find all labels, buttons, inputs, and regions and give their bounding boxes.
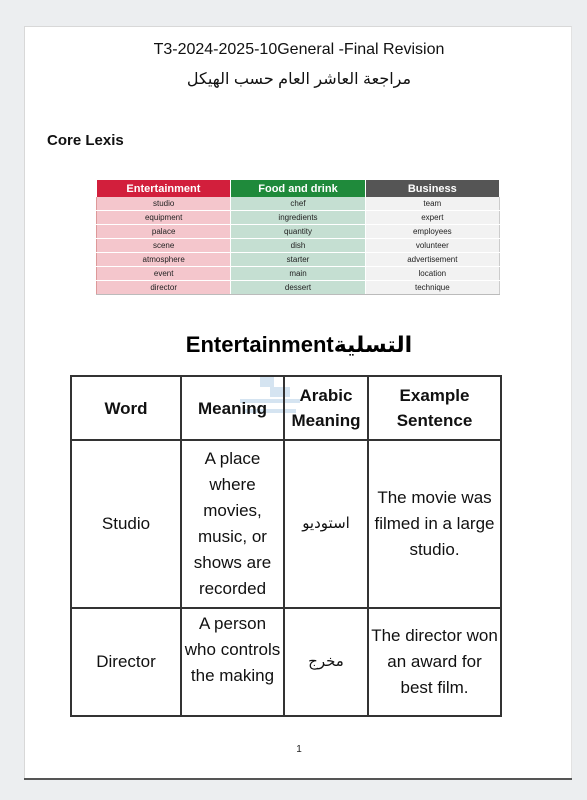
lexis-word-cell: employees xyxy=(365,225,499,239)
lexis-header-food: Food and drink xyxy=(231,180,365,197)
lexis-word-cell: ingredients xyxy=(231,211,365,225)
table-row xyxy=(71,440,501,608)
lexis-body xyxy=(97,197,500,295)
lexis-word-cell: expert xyxy=(365,211,499,225)
core-lexis-heading: Core Lexis xyxy=(47,132,124,149)
word-cell: Studio xyxy=(71,440,181,608)
page-number: 1 xyxy=(296,744,302,755)
lexis-word-cell: dessert xyxy=(231,281,365,295)
lexis-row xyxy=(97,281,500,295)
lexis-word-cell: chef xyxy=(231,197,365,211)
entertainment-heading: Entertainmentالتسلية xyxy=(185,332,413,357)
lexis-header-row xyxy=(97,180,500,197)
lexis-row xyxy=(97,211,500,225)
header-meaning: Meaning xyxy=(181,376,284,440)
vocab-header-row xyxy=(71,376,501,440)
meaning-cell: A person who controls the making xyxy=(181,608,284,716)
lexis-row xyxy=(97,225,500,239)
lexis-row xyxy=(97,253,500,267)
lexis-header-business: Business xyxy=(365,180,499,197)
header-arabic-meaning: Arabic Meaning xyxy=(284,376,368,440)
lexis-word-cell: starter xyxy=(231,253,365,267)
lexis-row xyxy=(97,239,500,253)
lexis-word-cell: team xyxy=(365,197,499,211)
entertainment-vocabulary-table xyxy=(70,375,502,717)
lexis-word-cell: scene xyxy=(97,239,231,253)
arabic-meaning-cell: استوديو xyxy=(284,440,368,608)
lexis-word-cell: quantity xyxy=(231,225,365,239)
lexis-word-cell: equipment xyxy=(97,211,231,225)
lexis-word-cell: advertisement xyxy=(365,253,499,267)
example-sentence-cell: The movie was filmed in a large studio. xyxy=(368,440,501,608)
document-subtitle: مراجعة العاشر العام حسب الهيكل xyxy=(186,71,412,88)
meaning-cell: A place where movies, music, or shows are recorded xyxy=(181,440,284,608)
lexis-word-cell: studio xyxy=(97,197,231,211)
document-title: T3-2024-2025-10General -Final Revision xyxy=(153,41,445,58)
lexis-word-cell: director xyxy=(97,281,231,295)
page-bottom-border xyxy=(24,778,572,780)
lexis-word-cell: location xyxy=(365,267,499,281)
lexis-word-cell: technique xyxy=(365,281,499,295)
arabic-meaning-cell: مخرج xyxy=(284,608,368,716)
lexis-word-cell: event xyxy=(97,267,231,281)
lexis-word-cell: volunteer xyxy=(365,239,499,253)
header-example-sentence: Example Sentence xyxy=(368,376,501,440)
example-sentence-cell: The director won an award for best film. xyxy=(368,608,501,716)
lexis-word-cell: main xyxy=(231,267,365,281)
word-cell: Director xyxy=(71,608,181,716)
lexis-header-entertainment: Entertainment xyxy=(97,180,231,197)
document-page xyxy=(24,26,572,778)
lexis-row xyxy=(97,197,500,211)
table-row xyxy=(71,608,501,716)
lexis-word-cell: dish xyxy=(231,239,365,253)
core-lexis-table xyxy=(96,180,500,295)
header-word: Word xyxy=(71,376,181,440)
lexis-word-cell: atmosphere xyxy=(97,253,231,267)
lexis-row xyxy=(97,267,500,281)
lexis-word-cell: palace xyxy=(97,225,231,239)
